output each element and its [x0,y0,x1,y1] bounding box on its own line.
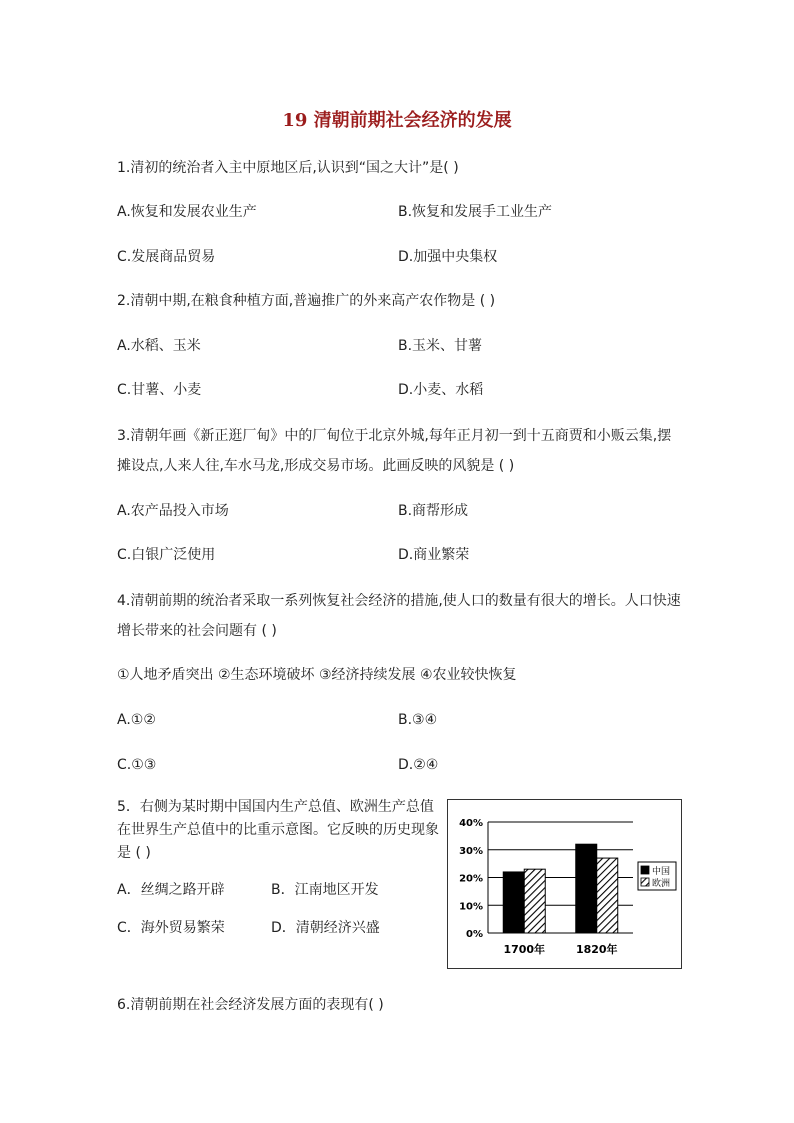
question-3-option-c[interactable]: C.白银广泛使用 [117,547,216,563]
question-3-option-a[interactable]: A.农产品投入市场 [117,503,229,519]
question-5-stem-line-1: 5．右侧为某时期中国国内生产总值、欧洲生产总值 [117,799,434,815]
gdp-share-chart [447,799,682,969]
bar-中国-1820年 [576,844,597,933]
question-4-option-a[interactable]: A.①② [117,712,156,728]
question-5-stem-line-3: 是 ( ) [117,845,151,861]
question-2-option-d[interactable]: D.小麦、水稻 [398,382,484,398]
question-5-option-d[interactable]: D．清朝经济兴盛 [271,920,380,936]
question-1-option-d[interactable]: D.加强中央集权 [398,249,498,265]
question-4-stem-line-2: 增长带来的社会问题有 ( ) [117,623,277,639]
x-tick-label: 1820年 [575,943,618,956]
question-4-option-c[interactable]: C.①③ [117,757,157,773]
question-5-stem-line-2: 在世界生产总值中的比重示意图。它反映的历史现象 [117,822,439,838]
question-3-stem-line-2: 摊设点,人来人往,车水马龙,形成交易市场。此画反映的风貌是 ( ) [117,458,515,474]
y-tick-label: 0% [466,929,483,940]
question-1-option-b[interactable]: B.恢复和发展手工业生产 [398,204,553,220]
question-3-stem-line-1: 3.清朝年画《新正逛厂甸》中的厂甸位于北京外城,每年正月初一到十五商贾和小贩云集,摆 [117,428,672,444]
question-6-stem: 6.清朝前期在社会经济发展方面的表现有( ) [117,997,384,1013]
question-2-option-a[interactable]: A.水稻、玉米 [117,338,201,354]
bar-欧洲-1700年 [524,869,545,933]
question-2-option-c[interactable]: C.甘薯、小麦 [117,382,202,398]
bar-中国-1700年 [503,872,524,933]
question-5-option-b[interactable]: B．江南地区开发 [271,882,379,898]
question-4-option-d[interactable]: D.②④ [398,757,439,773]
y-tick-label: 30% [459,845,483,857]
legend-swatch-欧洲 [641,878,649,886]
question-5-option-a[interactable]: A．丝绸之路开辟 [117,882,225,898]
y-tick-label: 40% [459,818,483,829]
chart-svg [448,800,683,970]
legend-label: 欧洲 [652,879,671,889]
question-3-option-b[interactable]: B.商帮形成 [398,503,469,519]
question-1-stem: 1.清初的统治者入主中原地区后,认识到“国之大计”是( ) [117,160,459,176]
y-tick-label: 20% [459,873,483,885]
question-3-option-d[interactable]: D.商业繁荣 [398,547,470,563]
question-4-stem-line-1: 4.清朝前期的统治者采取一系列恢复社会经济的措施,使人口的数量有很大的增长。人口快速 [117,593,681,609]
question-2-stem: 2.清朝中期,在粮食种植方面,普遍推广的外来高产农作物是 ( ) [117,293,496,309]
question-2-option-b[interactable]: B.玉米、甘薯 [398,338,483,354]
y-tick-label: 10% [459,901,483,913]
question-1-option-c[interactable]: C.发展商品贸易 [117,249,216,265]
question-1-option-a[interactable]: A.恢复和发展农业生产 [117,204,257,220]
question-5-option-c[interactable]: C．海外贸易繁荣 [117,920,225,936]
question-4-option-b[interactable]: B.③④ [398,712,438,728]
legend-swatch-中国 [641,866,649,874]
legend-label: 中国 [652,867,671,877]
page-title: 19 清朝前期社会经济的发展 [282,110,512,131]
question-4-items: ①人地矛盾突出 ②生态环境破坏 ③经济持续发展 ④农业较快恢复 [117,667,517,683]
bar-欧洲-1820年 [597,858,618,933]
x-tick-label: 1700年 [503,943,546,956]
